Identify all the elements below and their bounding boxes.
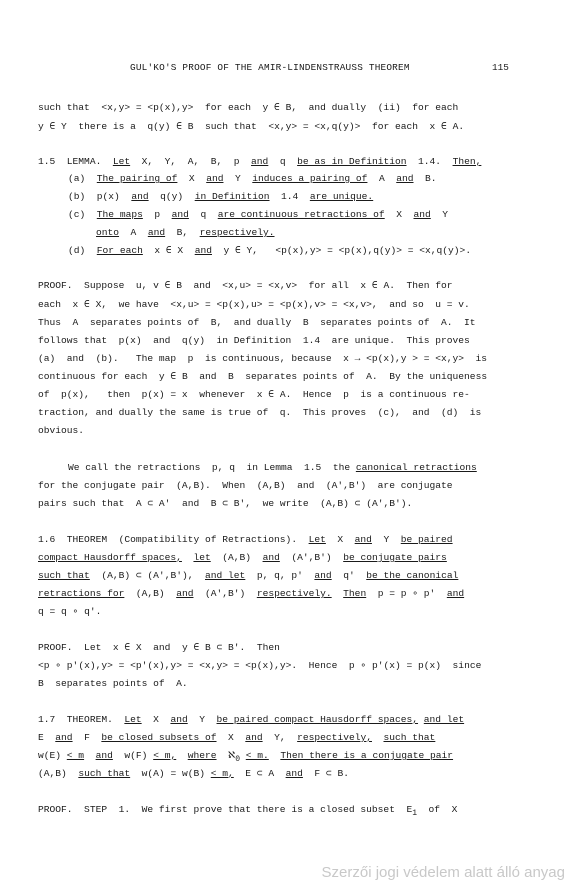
theorem-line: such that (A,B) ⊂ (A',B'), and let p, q, p' and q' be the canonical: [38, 570, 459, 581]
proof-line: traction, and dually the same is true of q. This proves (c), and (d) is: [38, 407, 482, 418]
lemma-item-c-cont: onto A and B, respectively.: [96, 227, 275, 238]
theorem-line: compact Hausdorff spaces, let (A,B) and (A',B') be conjugate pairs: [38, 552, 447, 563]
theorem-line: 1.6 THEOREM (Compatibility of Retractions). Let X and Y be paired: [38, 534, 453, 545]
intro-line: such that <x,y> = <p(x),y> for each y ∈ B, and dually (ii) for each: [38, 102, 459, 113]
running-header: GUL'KO'S PROOF OF THE AMIR-LINDENSTRAUSS THEOREM: [130, 62, 410, 73]
lemma-item-b: (b) p(x) and q(y) in Definition 1.4 are unique.: [68, 191, 374, 202]
lemma-item-c: (c) The maps p and q are continuous retractions of X and Y: [68, 209, 449, 220]
proof-line: follows that p(x) and q(y) in Definition 1.4 are unique. This proves: [38, 335, 470, 346]
copyright-watermark: Szerzői jogi védelem alatt álló anyag: [321, 864, 565, 881]
page-number: 115: [492, 62, 509, 73]
proof-line: Thus A separates points of B, and dually B separates points of A. It: [38, 317, 476, 328]
lemma-item-a: (a) The pairing of X and Y induces a pairing of A and B.: [68, 173, 437, 184]
paragraph-line: for the conjugate pair (A,B). When (A,B) and (A',B') are conjugate: [38, 480, 453, 491]
theorem-line: w(E) < m and w(F) < m, where ℵ$_0$ < m. Then there is a conjugate pair: [38, 750, 454, 764]
theorem-line: retractions for (A,B) and (A',B') respectively. Then p = p ∘ p' and: [38, 588, 465, 599]
theorem-line: E and F be closed subsets of X and Y, respectively, such that: [38, 732, 436, 743]
proof-line: of p(x), then p(x) = x whenever x ∈ A. Hence p is a continuous re-: [38, 389, 470, 400]
theorem-line: q = q ∘ q'.: [38, 606, 102, 617]
lemma-item-d: (d) For each x ∈ X and y ∈ Y, <p(x),y> = <p(x),q(y)> = <x,q(y)>.: [68, 245, 472, 256]
paragraph-line: pairs such that A ⊂ A' and B ⊂ B', we write (A,B) ⊂ (A',B').: [38, 498, 413, 509]
proof-line: each x ∈ X, we have <x,u> = <p(x),u> = <p(x),v> = <x,v>, and so u = v.: [38, 299, 470, 310]
paragraph-line: We call the retractions p, q in Lemma 1.5 the canonical retractions: [68, 462, 477, 473]
intro-line: y ∈ Y there is a q(y) ∈ B such that <x,y> = <x,q(y)> for each x ∈ A.: [38, 121, 465, 132]
theorem-line: 1.7 THEOREM. Let X and Y be paired compact Hausdorff spaces, and let: [38, 714, 465, 725]
proof-line: PROOF. STEP 1. We first prove that there is a closed subset $E_1$ of X: [38, 804, 458, 818]
lemma-heading: 1.5 LEMMA. Let X, Y, A, B, p and q be as in Definition 1.4. Then,: [38, 156, 482, 167]
proof-line: (a) and (b). The map p is continuous, because x → <p(x),y > = <x,y> is: [38, 353, 488, 364]
proof-line: PROOF. Let x ∈ X and y ∈ B ⊂ B'. Then: [38, 642, 280, 653]
proof-line: continuous for each y ∈ B and B separates points of A. By the uniqueness: [38, 371, 488, 382]
proof-line: B separates points of A.: [38, 678, 188, 689]
proof-line: PROOF. Suppose u, v ∈ B and <x,u> = <x,v> for all x ∈ A. Then for: [38, 280, 453, 291]
proof-line: obvious.: [38, 425, 85, 436]
proof-line: <p ∘ p'(x),y> = <p'(x),y> = <x,y> = <p(x),y>. Hence p ∘ p'(x) = p(x) since: [38, 660, 482, 671]
theorem-line: (A,B) such that w(A) = w(B) < m, E ⊂ A and F ⊂ B.: [38, 768, 349, 779]
